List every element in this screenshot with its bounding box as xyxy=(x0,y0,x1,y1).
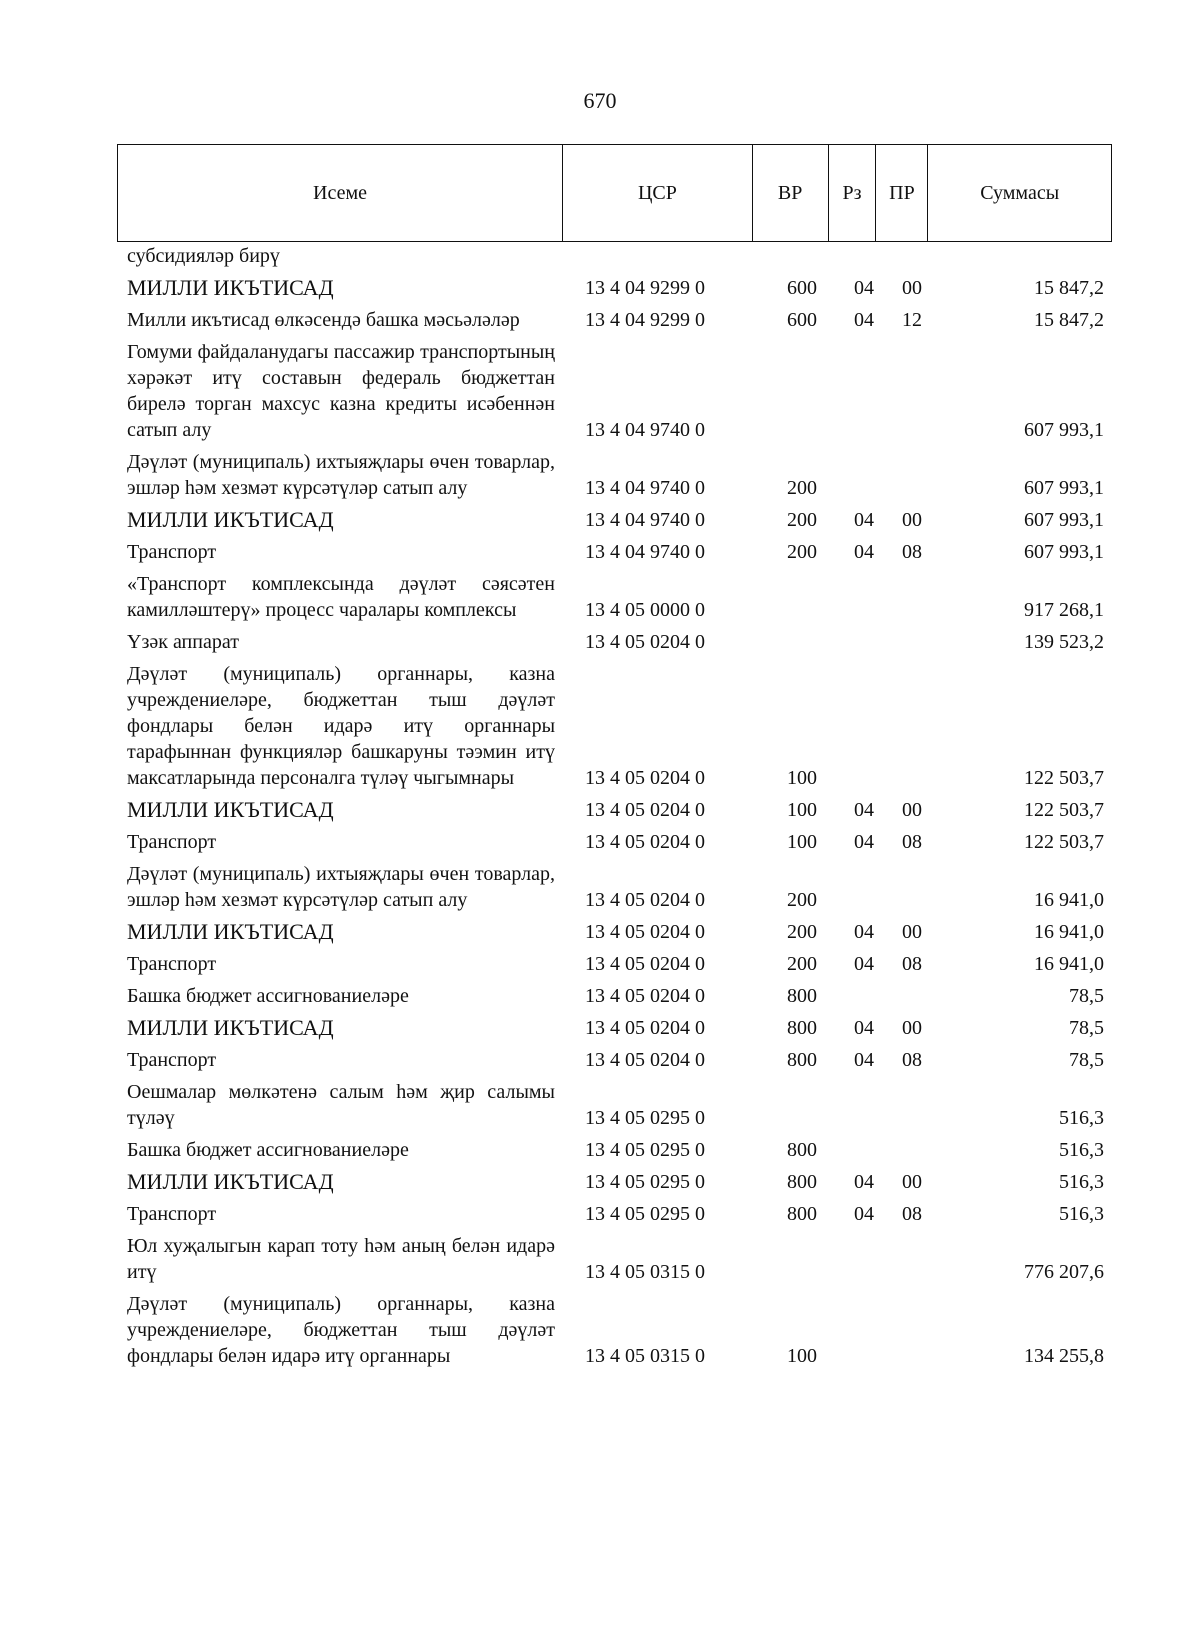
row-pr: 08 xyxy=(902,831,922,853)
row-csr: 13 4 05 0204 0 xyxy=(585,1049,705,1071)
row-sum: 139 523,2 xyxy=(1024,631,1104,653)
row-sum: 607 993,1 xyxy=(1024,419,1104,441)
row-rz: 04 xyxy=(854,541,874,563)
row-pr: 12 xyxy=(902,309,922,331)
row-sum: 16 941,0 xyxy=(1034,889,1104,911)
row-csr: 13 4 05 0295 0 xyxy=(585,1171,705,1193)
row-name: МИЛЛИ ИКЪТИСАД xyxy=(127,797,334,822)
row-vr: 200 xyxy=(787,953,817,975)
row-csr: 13 4 05 0315 0 xyxy=(585,1261,705,1283)
row-csr: 13 4 05 0295 0 xyxy=(585,1203,705,1225)
table-row xyxy=(117,1291,1112,1375)
row-sum: 122 503,7 xyxy=(1024,799,1104,821)
table-row xyxy=(117,951,1112,983)
table-row xyxy=(117,539,1112,571)
row-sum: 917 268,1 xyxy=(1024,599,1104,621)
row-name: Башка бюджет ассигнованиеләре xyxy=(127,1139,409,1161)
row-vr: 800 xyxy=(787,1171,817,1193)
row-name: Дәүләт (муниципаль) органнары, казна учреждениеләре, бюджеттан тыш дәүләт фондлары белән идарә итү органнары тарафыннан функцияләр башкаруны тәэмин итү максатларында персоналга түләү чыгымнары xyxy=(127,663,555,789)
table-row xyxy=(117,339,1112,449)
row-vr: 200 xyxy=(787,477,817,499)
table-row xyxy=(117,1233,1112,1291)
row-name: Гомуми файдаланудагы пассажир транспортының хәрәкәт итү составын федераль бюджеттан бирелә торган махсус казна кредиты исәбеннән сатып алу xyxy=(127,341,555,441)
row-pr: 08 xyxy=(902,1049,922,1071)
table-row xyxy=(117,629,1112,661)
row-vr: 800 xyxy=(787,1017,817,1039)
table-row xyxy=(117,983,1112,1015)
row-name: Үзәк аппарат xyxy=(127,631,239,653)
row-rz: 04 xyxy=(854,799,874,821)
row-name: Транспорт xyxy=(127,1203,217,1225)
row-sum: 607 993,1 xyxy=(1024,509,1104,531)
table-row xyxy=(117,1201,1112,1233)
row-pr: 08 xyxy=(902,953,922,975)
row-vr: 100 xyxy=(787,831,817,853)
row-rz: 04 xyxy=(854,831,874,853)
row-csr: 13 4 05 0204 0 xyxy=(585,631,705,653)
column-header-pr: ПР xyxy=(876,145,928,241)
row-sum: 78,5 xyxy=(1069,1017,1104,1039)
table-row xyxy=(117,1079,1112,1137)
row-rz: 04 xyxy=(854,921,874,943)
row-name: Дәүләт (муниципаль) ихтыяҗлары өчен товарлар, эшләр һәм хезмәт күрсәтүләр сатып алу xyxy=(127,451,555,499)
row-pr: 00 xyxy=(902,1017,922,1039)
row-name: Дәүләт (муниципаль) органнары, казна учреждениеләре, бюджеттан тыш дәүләт фондлары белән идарә итү органнары xyxy=(127,1293,555,1367)
row-pr: 00 xyxy=(902,1171,922,1193)
row-rz: 04 xyxy=(854,509,874,531)
row-sum: 134 255,8 xyxy=(1024,1345,1104,1367)
row-sum: 16 941,0 xyxy=(1034,953,1104,975)
column-header-rz: Рз xyxy=(829,145,877,241)
row-name: МИЛЛИ ИКЪТИСАД xyxy=(127,507,334,532)
row-name: Транспорт xyxy=(127,541,217,563)
table-row xyxy=(117,661,1112,797)
row-rz: 04 xyxy=(854,1171,874,1193)
row-sum: 516,3 xyxy=(1059,1139,1104,1161)
row-sum: 516,3 xyxy=(1059,1107,1104,1129)
table-row xyxy=(117,307,1112,339)
row-vr: 800 xyxy=(787,1203,817,1225)
table-header xyxy=(117,144,1112,242)
row-sum: 122 503,7 xyxy=(1024,767,1104,789)
column-header-sum: Суммасы xyxy=(980,181,1060,204)
row-name: Дәүләт (муниципаль) ихтыяҗлары өчен товарлар, эшләр һәм хезмәт күрсәтүләр сатып алу xyxy=(127,863,555,911)
row-name: МИЛЛИ ИКЪТИСАД xyxy=(127,1015,334,1040)
row-csr: 13 4 05 0204 0 xyxy=(585,889,705,911)
row-pr: 00 xyxy=(902,277,922,299)
row-name: МИЛЛИ ИКЪТИСАД xyxy=(127,1169,334,1194)
row-vr: 200 xyxy=(787,921,817,943)
table-row xyxy=(117,507,1112,539)
row-name: Транспорт xyxy=(127,831,217,853)
row-vr: 800 xyxy=(787,1049,817,1071)
row-vr: 100 xyxy=(787,1345,817,1367)
table-row xyxy=(117,243,1112,275)
row-csr: 13 4 05 0204 0 xyxy=(585,767,705,789)
row-name: Оешмалар мөлкәтенә салым һәм җир салымы түләү xyxy=(127,1081,555,1129)
row-csr: 13 4 05 0295 0 xyxy=(585,1107,705,1129)
table-row xyxy=(117,449,1112,507)
column-header-csr: ЦСР xyxy=(563,145,753,241)
row-name: Юл хуҗалыгын карап тоту һәм аның белән идарә итү xyxy=(127,1235,555,1283)
table-row xyxy=(117,1047,1112,1079)
row-sum: 15 847,2 xyxy=(1034,277,1104,299)
row-sum: 16 941,0 xyxy=(1034,921,1104,943)
row-name: МИЛЛИ ИКЪТИСАД xyxy=(127,919,334,944)
table-row xyxy=(117,1169,1112,1201)
table-row xyxy=(117,829,1112,861)
row-csr: 13 4 04 9740 0 xyxy=(585,509,705,531)
row-vr: 800 xyxy=(787,1139,817,1161)
row-name: субсидияләр бирү xyxy=(127,245,280,267)
row-csr: 13 4 05 0295 0 xyxy=(585,1139,705,1161)
row-name: Милли икътисад өлкәсендә башка мәсьәләләр xyxy=(127,309,520,331)
row-csr: 13 4 04 9740 0 xyxy=(585,419,705,441)
row-csr: 13 4 05 0204 0 xyxy=(585,831,705,853)
row-name: Транспорт xyxy=(127,1049,217,1071)
row-rz: 04 xyxy=(854,1017,874,1039)
row-pr: 00 xyxy=(902,799,922,821)
row-csr: 13 4 05 0204 0 xyxy=(585,953,705,975)
row-rz: 04 xyxy=(854,1049,874,1071)
row-name: «Транспорт комплексында дәүләт сәясәтен камилләштерү» процесс чаралары комплексы xyxy=(127,573,555,621)
row-csr: 13 4 05 0204 0 xyxy=(585,799,705,821)
row-name: Башка бюджет ассигнованиеләре xyxy=(127,985,409,1007)
row-sum: 516,3 xyxy=(1059,1203,1104,1225)
table-row xyxy=(117,797,1112,829)
row-rz: 04 xyxy=(854,953,874,975)
row-name: Транспорт xyxy=(127,953,217,975)
row-vr: 200 xyxy=(787,889,817,911)
row-vr: 200 xyxy=(787,509,817,531)
row-rz: 04 xyxy=(854,277,874,299)
row-csr: 13 4 05 0204 0 xyxy=(585,985,705,1007)
row-sum: 122 503,7 xyxy=(1024,831,1104,853)
row-sum: 607 993,1 xyxy=(1024,541,1104,563)
row-csr: 13 4 04 9299 0 xyxy=(585,277,705,299)
row-pr: 00 xyxy=(902,921,922,943)
row-rz: 04 xyxy=(854,1203,874,1225)
table-body xyxy=(117,243,1112,1375)
row-pr: 08 xyxy=(902,1203,922,1225)
row-csr: 13 4 05 0000 0 xyxy=(585,599,705,621)
row-sum: 776 207,6 xyxy=(1024,1261,1104,1283)
table-row xyxy=(117,275,1112,307)
row-csr: 13 4 04 9740 0 xyxy=(585,477,705,499)
column-header-name: Исеме xyxy=(118,145,563,241)
row-csr: 13 4 05 0204 0 xyxy=(585,1017,705,1039)
row-vr: 600 xyxy=(787,277,817,299)
row-vr: 600 xyxy=(787,309,817,331)
row-rz: 04 xyxy=(854,309,874,331)
row-sum: 15 847,2 xyxy=(1034,309,1104,331)
row-sum: 607 993,1 xyxy=(1024,477,1104,499)
row-vr: 800 xyxy=(787,985,817,1007)
table-row xyxy=(117,1015,1112,1047)
table-row xyxy=(117,1137,1112,1169)
page-number: 670 xyxy=(583,88,617,113)
row-vr: 200 xyxy=(787,541,817,563)
column-header-vr: ВР xyxy=(753,145,829,241)
row-csr: 13 4 04 9740 0 xyxy=(585,541,705,563)
table-row xyxy=(117,571,1112,629)
row-vr: 100 xyxy=(787,799,817,821)
row-csr: 13 4 05 0204 0 xyxy=(585,921,705,943)
row-name: МИЛЛИ ИКЪТИСАД xyxy=(127,275,334,300)
row-pr: 08 xyxy=(902,541,922,563)
row-vr: 100 xyxy=(787,767,817,789)
row-sum: 78,5 xyxy=(1069,1049,1104,1071)
row-sum: 516,3 xyxy=(1059,1171,1104,1193)
row-pr: 00 xyxy=(902,509,922,531)
table-row xyxy=(117,861,1112,919)
table-row xyxy=(117,919,1112,951)
row-csr: 13 4 05 0315 0 xyxy=(585,1345,705,1367)
row-sum: 78,5 xyxy=(1069,985,1104,1007)
row-csr: 13 4 04 9299 0 xyxy=(585,309,705,331)
